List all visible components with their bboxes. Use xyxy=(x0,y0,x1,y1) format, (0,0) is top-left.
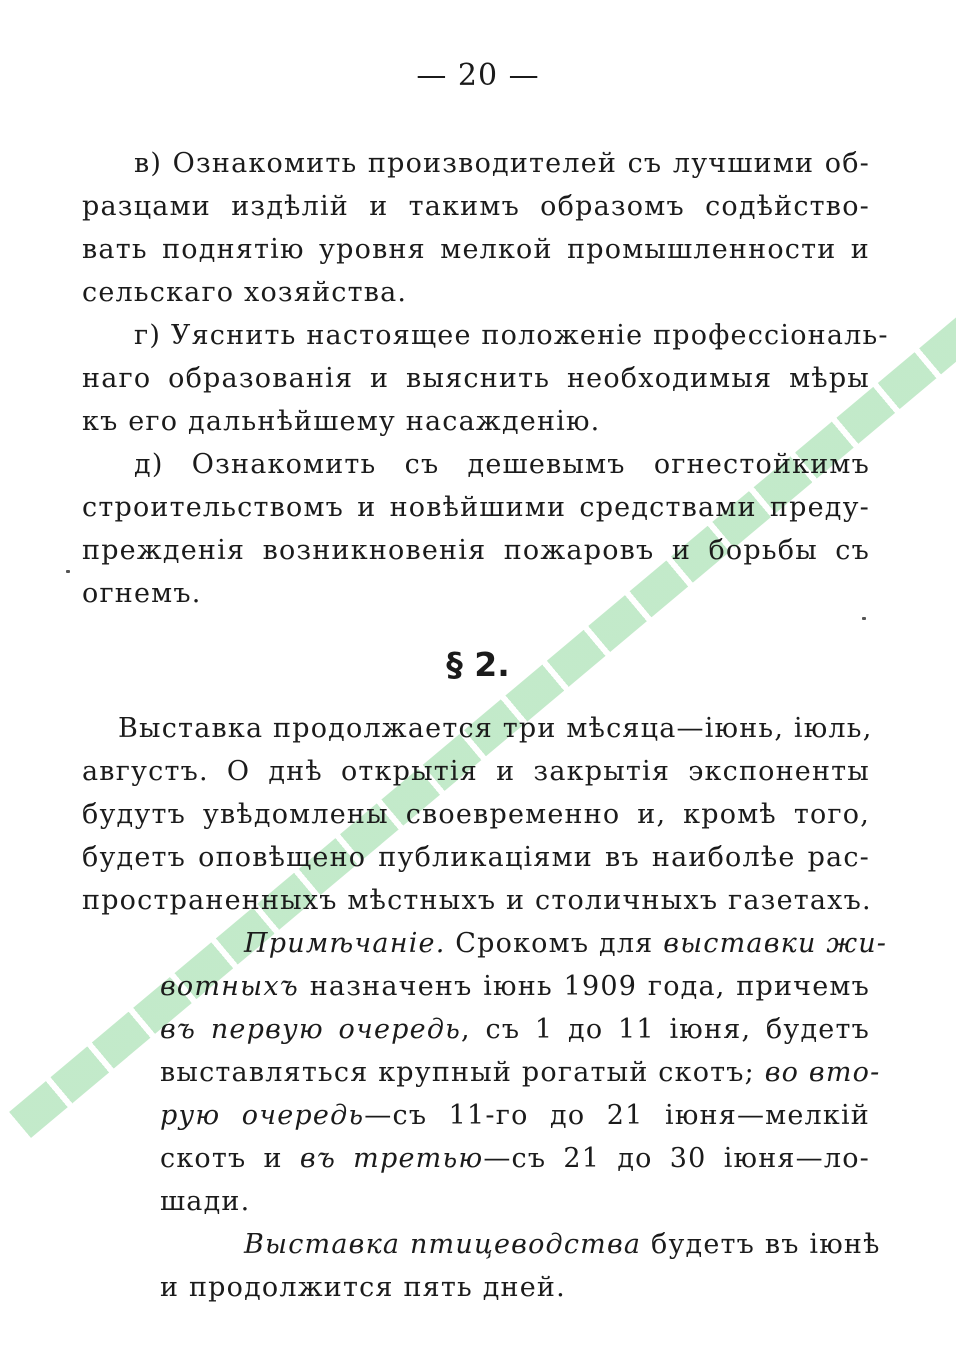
note-italic: въ третью xyxy=(299,1143,484,1174)
note-line-4 xyxy=(160,1057,881,1088)
note-text: выставляться крупный рогатый скотъ; xyxy=(160,1057,765,1088)
note-text: назначенъ іюнь 1909 года, причемъ xyxy=(298,971,870,1002)
note-italic: во вто- xyxy=(764,1057,881,1088)
note-line-1 xyxy=(244,928,888,959)
poultry-text: будетъ въ іюнѣ xyxy=(641,1229,881,1260)
note-line-7: шади. xyxy=(160,1186,251,1217)
poultry-line-2: и продолжится пять дней. xyxy=(160,1272,566,1303)
para-d-line-1: д) Ознакомить съ дешевымъ огнестойкимъ xyxy=(134,449,870,480)
para-v-line-3: вать поднятію уровня мелкой промышленности и xyxy=(82,234,870,265)
page-number: — 20 — xyxy=(416,58,540,93)
para-v-line-4: сельскаго хозяйства. xyxy=(82,277,408,308)
para-v-line-1: в) Ознакомить производителей съ лучшими об- xyxy=(134,148,870,179)
note-text: Срокомъ для xyxy=(445,928,664,959)
poultry-italic: Выставка птицеводства xyxy=(244,1229,642,1260)
note-italic: рую очередь xyxy=(160,1100,365,1131)
main-line-2: августъ. О днѣ открытія и закрытія экспоненты xyxy=(82,756,870,787)
para-g-line-2: наго образованія и выяснить необходимыя мѣры xyxy=(82,363,870,394)
para-d-line-3: прежденія возникновенія пожаровъ и борьбы съ xyxy=(82,535,870,566)
para-g-line-1: г) Уяснить настоящее положеніе профессіональ- xyxy=(134,320,889,351)
scan-speck xyxy=(66,570,70,573)
para-v-line-2: разцами издѣлій и такимъ образомъ содѣйство- xyxy=(82,191,870,222)
main-line-4: будетъ оповѣщено публикаціями въ наиболѣе рас- xyxy=(82,842,870,873)
main-line-3: будутъ увѣдомлены своевременно и, кромѣ того, xyxy=(82,799,870,830)
note-line-2 xyxy=(160,973,870,1000)
para-g-line-3: къ его дальнѣйшему насажденію. xyxy=(82,406,601,437)
main-line-5: пространенныхъ мѣстныхъ и столичныхъ газетахъ. xyxy=(82,885,872,916)
note-italic: въ первую очередь xyxy=(160,1014,462,1045)
main-line-1: Выставка продолжается три мѣсяца—іюнь, іюль, xyxy=(118,713,873,744)
note-label: Примѣчаніе. xyxy=(244,928,446,959)
para-d-line-2: строительствомъ и новѣйшими средствами преду- xyxy=(82,492,870,523)
note-text: —съ 21 до 30 іюня—ло- xyxy=(483,1143,870,1174)
note-text: —съ 11-го до 21 іюня—мелкій xyxy=(364,1100,870,1131)
note-line-6 xyxy=(160,1145,870,1172)
section-heading: § 2. xyxy=(446,645,510,684)
note-line-5 xyxy=(160,1102,870,1129)
para-d-line-4: огнемъ. xyxy=(82,578,202,609)
poultry-line-1 xyxy=(244,1229,881,1260)
note-text: скотъ и xyxy=(160,1143,300,1174)
note-line-3 xyxy=(160,1016,870,1043)
scan-speck xyxy=(862,617,866,620)
note-text: , съ 1 до 11 іюня, будетъ xyxy=(461,1014,870,1045)
note-italic: вотныхъ xyxy=(160,971,299,1002)
note-italic: выставки жи- xyxy=(663,928,888,959)
